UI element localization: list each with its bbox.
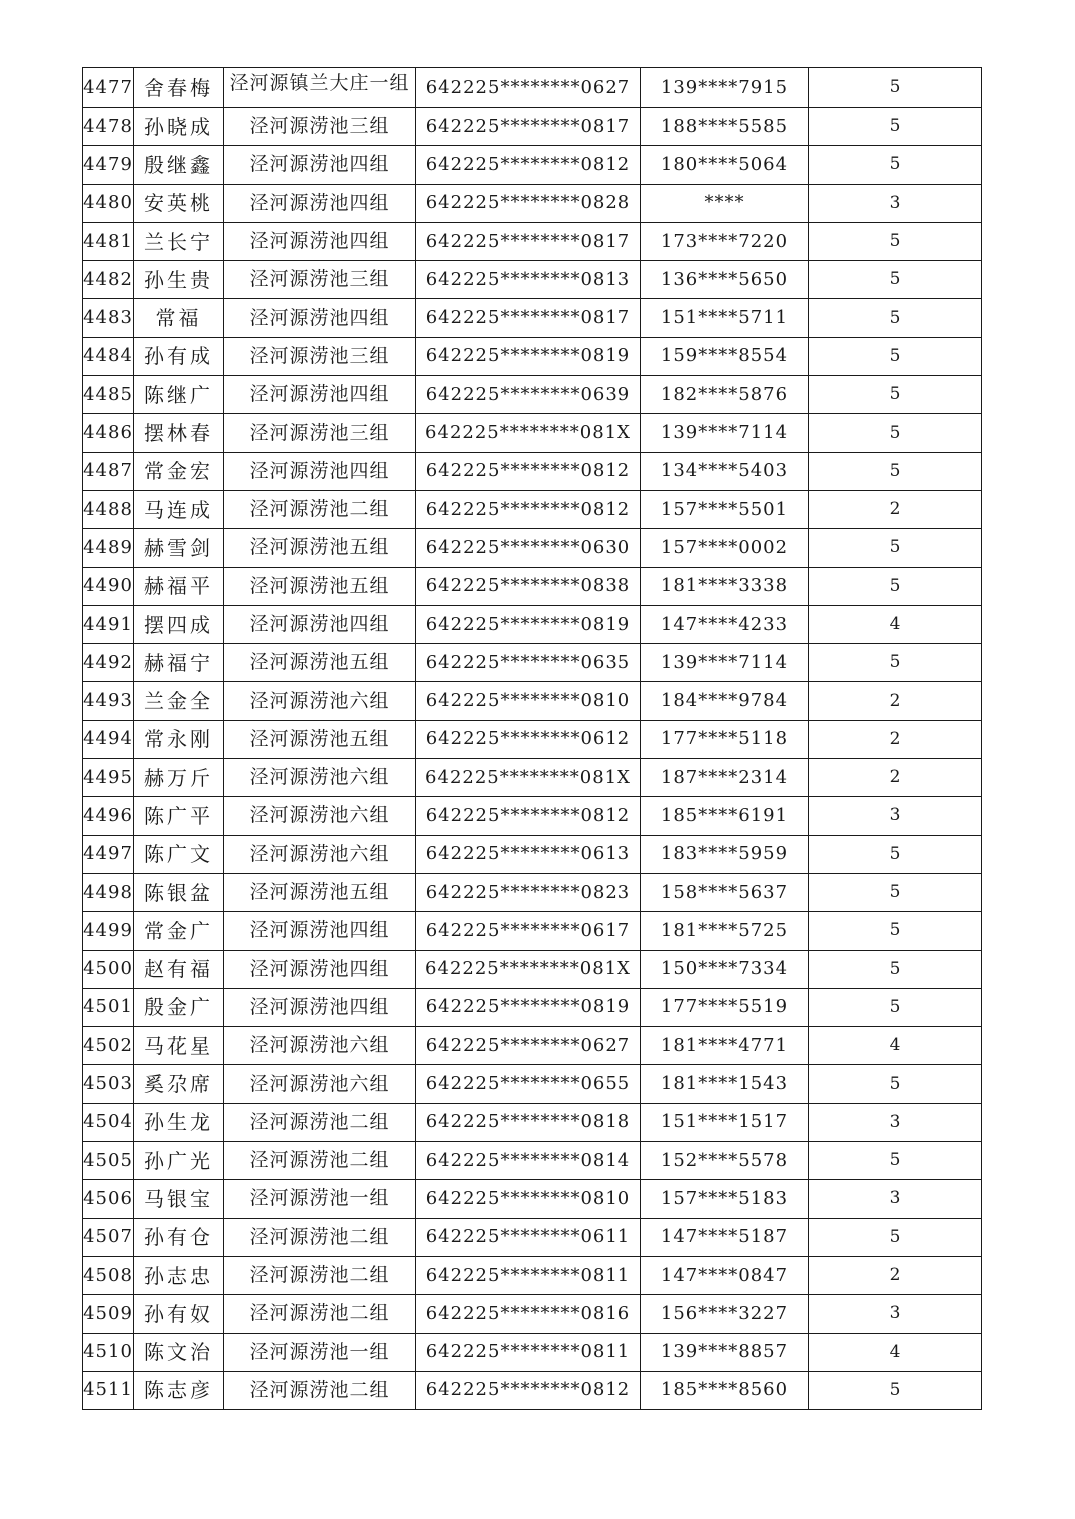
row-number-cell: 4491 xyxy=(83,605,134,643)
household-count-cell: 3 xyxy=(809,184,982,222)
household-count-cell: 5 xyxy=(809,108,982,146)
phone-cell: 182****5876 xyxy=(641,376,809,414)
phone-cell: 147****5187 xyxy=(641,1218,809,1256)
household-count-cell: 3 xyxy=(809,797,982,835)
table-row xyxy=(83,988,982,1026)
id-number-cell: 642225********0811 xyxy=(416,1256,641,1294)
row-number-cell: 4501 xyxy=(83,988,134,1026)
phone-cell: 139****7114 xyxy=(641,414,809,452)
household-count-cell: 5 xyxy=(809,337,982,375)
id-number-cell: 642225********0812 xyxy=(416,490,641,528)
household-count-cell: 5 xyxy=(809,644,982,682)
row-number-cell: 4490 xyxy=(83,567,134,605)
household-count-cell: 2 xyxy=(809,682,982,720)
address-cell: 泾河源涝池二组 xyxy=(224,1142,416,1180)
phone-cell: 181****5725 xyxy=(641,912,809,950)
table-row xyxy=(83,1103,982,1141)
table-row xyxy=(83,529,982,567)
row-number-cell: 4481 xyxy=(83,222,134,260)
row-number-cell: 4485 xyxy=(83,376,134,414)
address-cell: 泾河源涝池四组 xyxy=(224,605,416,643)
id-number-cell: 642225********0611 xyxy=(416,1218,641,1256)
address-cell: 泾河源涝池六组 xyxy=(224,682,416,720)
row-number-cell: 4498 xyxy=(83,873,134,911)
table-row xyxy=(83,452,982,490)
table-body xyxy=(83,68,982,1410)
name-cell: 马连成 xyxy=(134,490,224,528)
table-row xyxy=(83,222,982,260)
name-cell: 陈银盆 xyxy=(134,873,224,911)
table-row xyxy=(83,1333,982,1371)
id-number-cell: 642225********0655 xyxy=(416,1065,641,1103)
id-number-cell: 642225********0817 xyxy=(416,299,641,337)
name-cell: 赵有福 xyxy=(134,950,224,988)
name-cell: 陈志彦 xyxy=(134,1371,224,1409)
name-cell: 赫万斤 xyxy=(134,759,224,797)
name-cell: 常金宏 xyxy=(134,452,224,490)
household-count-cell: 5 xyxy=(809,376,982,414)
name-cell: 陈文治 xyxy=(134,1333,224,1371)
household-count-cell: 5 xyxy=(809,414,982,452)
id-number-cell: 642225********0819 xyxy=(416,605,641,643)
row-number-cell: 4503 xyxy=(83,1065,134,1103)
id-number-cell: 642225********0812 xyxy=(416,146,641,184)
row-number-cell: 4494 xyxy=(83,720,134,758)
phone-cell: 181****4771 xyxy=(641,1027,809,1065)
table-row xyxy=(83,1027,982,1065)
id-number-cell: 642225********0613 xyxy=(416,835,641,873)
household-count-cell: 5 xyxy=(809,567,982,605)
phone-cell: 184****9784 xyxy=(641,682,809,720)
phone-cell: 139****7114 xyxy=(641,644,809,682)
phone-cell: 188****5585 xyxy=(641,108,809,146)
table-row xyxy=(83,950,982,988)
id-number-cell: 642225********0814 xyxy=(416,1142,641,1180)
household-count-cell: 5 xyxy=(809,299,982,337)
phone-cell: **** xyxy=(641,184,809,222)
name-cell: 摆林春 xyxy=(134,414,224,452)
id-number-cell: 642225********081X xyxy=(416,414,641,452)
household-count-cell: 5 xyxy=(809,452,982,490)
id-number-cell: 642225********081X xyxy=(416,950,641,988)
phone-cell: 185****8560 xyxy=(641,1371,809,1409)
household-count-cell: 2 xyxy=(809,720,982,758)
household-count-cell: 5 xyxy=(809,912,982,950)
address-cell: 泾河源涝池四组 xyxy=(224,950,416,988)
row-number-cell: 4489 xyxy=(83,529,134,567)
name-cell: 奚尕席 xyxy=(134,1065,224,1103)
name-cell: 常金广 xyxy=(134,912,224,950)
id-number-cell: 642225********0635 xyxy=(416,644,641,682)
row-number-cell: 4492 xyxy=(83,644,134,682)
name-cell: 马银宝 xyxy=(134,1180,224,1218)
name-cell: 孙生龙 xyxy=(134,1103,224,1141)
address-cell: 泾河源涝池三组 xyxy=(224,261,416,299)
row-number-cell: 4510 xyxy=(83,1333,134,1371)
id-number-cell: 642225********0823 xyxy=(416,873,641,911)
table-row xyxy=(83,644,982,682)
table-row xyxy=(83,1371,982,1409)
address-cell: 泾河源涝池二组 xyxy=(224,1103,416,1141)
row-number-cell: 4480 xyxy=(83,184,134,222)
phone-cell: 177****5519 xyxy=(641,988,809,1026)
household-count-cell: 5 xyxy=(809,1065,982,1103)
address-cell: 泾河源涝池二组 xyxy=(224,1295,416,1333)
address-cell: 泾河源涝池六组 xyxy=(224,1027,416,1065)
name-cell: 兰长宁 xyxy=(134,222,224,260)
row-number-cell: 4506 xyxy=(83,1180,134,1218)
phone-cell: 152****5578 xyxy=(641,1142,809,1180)
name-cell: 孙有仓 xyxy=(134,1218,224,1256)
id-number-cell: 642225********0816 xyxy=(416,1295,641,1333)
phone-cell: 183****5959 xyxy=(641,835,809,873)
name-cell: 孙广光 xyxy=(134,1142,224,1180)
table-row xyxy=(83,108,982,146)
phone-cell: 157****0002 xyxy=(641,529,809,567)
address-cell: 泾河源涝池五组 xyxy=(224,720,416,758)
table-row xyxy=(83,797,982,835)
table-row xyxy=(83,146,982,184)
name-cell: 陈广文 xyxy=(134,835,224,873)
phone-cell: 159****8554 xyxy=(641,337,809,375)
id-number-cell: 642225********0811 xyxy=(416,1333,641,1371)
household-count-cell: 5 xyxy=(809,1142,982,1180)
household-count-cell: 4 xyxy=(809,1333,982,1371)
row-number-cell: 4502 xyxy=(83,1027,134,1065)
address-cell: 泾河源涝池四组 xyxy=(224,376,416,414)
address-cell: 泾河源涝池四组 xyxy=(224,912,416,950)
id-number-cell: 642225********0819 xyxy=(416,337,641,375)
id-number-cell: 642225********0812 xyxy=(416,1371,641,1409)
id-number-cell: 642225********0828 xyxy=(416,184,641,222)
name-cell: 舍春梅 xyxy=(134,68,224,108)
table-row xyxy=(83,1295,982,1333)
phone-cell: 147****0847 xyxy=(641,1256,809,1294)
name-cell: 赫福宁 xyxy=(134,644,224,682)
row-number-cell: 4493 xyxy=(83,682,134,720)
phone-cell: 181****1543 xyxy=(641,1065,809,1103)
address-text: 泾河源镇兰大庄一组 xyxy=(229,72,410,94)
table-row xyxy=(83,261,982,299)
table-row xyxy=(83,68,982,108)
name-cell: 孙晓成 xyxy=(134,108,224,146)
table-row xyxy=(83,912,982,950)
address-cell: 泾河源涝池四组 xyxy=(224,222,416,260)
id-number-cell: 642225********0630 xyxy=(416,529,641,567)
name-cell: 陈继广 xyxy=(134,376,224,414)
name-cell: 兰金全 xyxy=(134,682,224,720)
id-number-cell: 642225********0817 xyxy=(416,108,641,146)
row-number-cell: 4496 xyxy=(83,797,134,835)
table-row xyxy=(83,1218,982,1256)
row-number-cell: 4487 xyxy=(83,452,134,490)
name-cell: 殷金广 xyxy=(134,988,224,1026)
address-cell: 泾河源涝池二组 xyxy=(224,490,416,528)
household-count-cell: 3 xyxy=(809,1180,982,1218)
phone-cell: 158****5637 xyxy=(641,873,809,911)
household-count-cell: 5 xyxy=(809,835,982,873)
phone-cell: 151****5711 xyxy=(641,299,809,337)
household-count-cell: 5 xyxy=(809,1371,982,1409)
address-cell: 泾河源涝池三组 xyxy=(224,414,416,452)
phone-cell: 147****4233 xyxy=(641,605,809,643)
address-cell: 泾河源涝池四组 xyxy=(224,988,416,1026)
phone-cell: 181****3338 xyxy=(641,567,809,605)
table-row xyxy=(83,184,982,222)
phone-cell: 173****7220 xyxy=(641,222,809,260)
household-count-cell: 4 xyxy=(809,1027,982,1065)
address-cell: 泾河源涝池六组 xyxy=(224,835,416,873)
name-cell: 摆四成 xyxy=(134,605,224,643)
phone-cell: 139****7915 xyxy=(641,68,809,108)
table-row xyxy=(83,490,982,528)
row-number-cell: 4509 xyxy=(83,1295,134,1333)
phone-cell: 185****6191 xyxy=(641,797,809,835)
id-number-cell: 642225********0819 xyxy=(416,988,641,1026)
row-number-cell: 4483 xyxy=(83,299,134,337)
table-row xyxy=(83,337,982,375)
row-number-cell: 4488 xyxy=(83,490,134,528)
row-number-cell: 4500 xyxy=(83,950,134,988)
address-cell: 泾河源涝池五组 xyxy=(224,567,416,605)
address-cell: 泾河源涝池五组 xyxy=(224,529,416,567)
row-number-cell: 4508 xyxy=(83,1256,134,1294)
address-cell: 泾河源涝池三组 xyxy=(224,337,416,375)
id-number-cell: 642225********0817 xyxy=(416,222,641,260)
id-number-cell: 642225********0810 xyxy=(416,1180,641,1218)
household-count-cell: 2 xyxy=(809,759,982,797)
household-count-cell: 2 xyxy=(809,1256,982,1294)
household-count-cell: 5 xyxy=(809,950,982,988)
name-cell: 常永刚 xyxy=(134,720,224,758)
address-cell: 泾河源涝池六组 xyxy=(224,759,416,797)
row-number-cell: 4511 xyxy=(83,1371,134,1409)
id-number-cell: 642225********0627 xyxy=(416,68,641,108)
address-cell: 泾河源涝池四组 xyxy=(224,452,416,490)
address-cell: 泾河源涝池三组 xyxy=(224,108,416,146)
row-number-cell: 4504 xyxy=(83,1103,134,1141)
household-count-cell: 5 xyxy=(809,222,982,260)
address-cell: 泾河源涝池一组 xyxy=(224,1333,416,1371)
household-count-cell: 5 xyxy=(809,1218,982,1256)
name-cell: 殷继鑫 xyxy=(134,146,224,184)
table-row xyxy=(83,1065,982,1103)
name-cell: 孙志忠 xyxy=(134,1256,224,1294)
table-row xyxy=(83,376,982,414)
address-cell: 泾河源涝池一组 xyxy=(224,1180,416,1218)
row-number-cell: 4507 xyxy=(83,1218,134,1256)
name-cell: 安英桃 xyxy=(134,184,224,222)
name-cell: 孙有成 xyxy=(134,337,224,375)
table-row xyxy=(83,1256,982,1294)
table-row xyxy=(83,1142,982,1180)
address-cell: 泾河源涝池二组 xyxy=(224,1256,416,1294)
id-number-cell: 642225********0812 xyxy=(416,452,641,490)
name-cell: 孙生贵 xyxy=(134,261,224,299)
row-number-cell: 4482 xyxy=(83,261,134,299)
phone-cell: 187****2314 xyxy=(641,759,809,797)
id-number-cell: 642225********0818 xyxy=(416,1103,641,1141)
household-count-cell: 5 xyxy=(809,68,982,108)
row-number-cell: 4484 xyxy=(83,337,134,375)
address-cell xyxy=(224,68,416,108)
id-number-cell: 642225********0627 xyxy=(416,1027,641,1065)
phone-cell: 134****5403 xyxy=(641,452,809,490)
household-count-cell: 2 xyxy=(809,490,982,528)
household-count-cell: 3 xyxy=(809,1295,982,1333)
table-row xyxy=(83,873,982,911)
id-number-cell: 642225********0639 xyxy=(416,376,641,414)
id-number-cell: 642225********0617 xyxy=(416,912,641,950)
phone-cell: 177****5118 xyxy=(641,720,809,758)
address-cell: 泾河源涝池四组 xyxy=(224,299,416,337)
row-number-cell: 4477 xyxy=(83,68,134,108)
phone-cell: 151****1517 xyxy=(641,1103,809,1141)
phone-cell: 150****7334 xyxy=(641,950,809,988)
id-number-cell: 642225********0812 xyxy=(416,797,641,835)
phone-cell: 180****5064 xyxy=(641,146,809,184)
row-number-cell: 4486 xyxy=(83,414,134,452)
address-cell: 泾河源涝池二组 xyxy=(224,1371,416,1409)
phone-cell: 156****3227 xyxy=(641,1295,809,1333)
name-cell: 陈广平 xyxy=(134,797,224,835)
name-cell: 常福 xyxy=(134,299,224,337)
name-cell: 赫雪剑 xyxy=(134,529,224,567)
row-number-cell: 4495 xyxy=(83,759,134,797)
row-number-cell: 4505 xyxy=(83,1142,134,1180)
id-number-cell: 642225********0838 xyxy=(416,567,641,605)
household-count-cell: 5 xyxy=(809,873,982,911)
id-number-cell: 642225********081X xyxy=(416,759,641,797)
row-number-cell: 4479 xyxy=(83,146,134,184)
household-table xyxy=(82,67,982,1410)
household-count-cell: 5 xyxy=(809,261,982,299)
row-number-cell: 4497 xyxy=(83,835,134,873)
household-count-cell: 4 xyxy=(809,605,982,643)
name-cell: 马花星 xyxy=(134,1027,224,1065)
table-row xyxy=(83,682,982,720)
address-cell: 泾河源涝池六组 xyxy=(224,1065,416,1103)
name-cell: 赫福平 xyxy=(134,567,224,605)
row-number-cell: 4499 xyxy=(83,912,134,950)
table-row xyxy=(83,299,982,337)
phone-cell: 157****5183 xyxy=(641,1180,809,1218)
address-cell: 泾河源涝池四组 xyxy=(224,146,416,184)
household-count-cell: 5 xyxy=(809,146,982,184)
table-row xyxy=(83,759,982,797)
phone-cell: 157****5501 xyxy=(641,490,809,528)
id-number-cell: 642225********0810 xyxy=(416,682,641,720)
address-cell: 泾河源涝池五组 xyxy=(224,873,416,911)
phone-cell: 136****5650 xyxy=(641,261,809,299)
id-number-cell: 642225********0612 xyxy=(416,720,641,758)
table-row xyxy=(83,720,982,758)
table-row xyxy=(83,1180,982,1218)
id-number-cell: 642225********0813 xyxy=(416,261,641,299)
address-cell: 泾河源涝池五组 xyxy=(224,644,416,682)
name-cell: 孙有奴 xyxy=(134,1295,224,1333)
row-number-cell: 4478 xyxy=(83,108,134,146)
household-count-cell: 5 xyxy=(809,988,982,1026)
table-row xyxy=(83,567,982,605)
phone-cell: 139****8857 xyxy=(641,1333,809,1371)
address-cell: 泾河源涝池四组 xyxy=(224,184,416,222)
table-row xyxy=(83,605,982,643)
table-row xyxy=(83,835,982,873)
address-cell: 泾河源涝池六组 xyxy=(224,797,416,835)
household-count-cell: 5 xyxy=(809,529,982,567)
household-count-cell: 3 xyxy=(809,1103,982,1141)
address-cell: 泾河源涝池二组 xyxy=(224,1218,416,1256)
table-row xyxy=(83,414,982,452)
